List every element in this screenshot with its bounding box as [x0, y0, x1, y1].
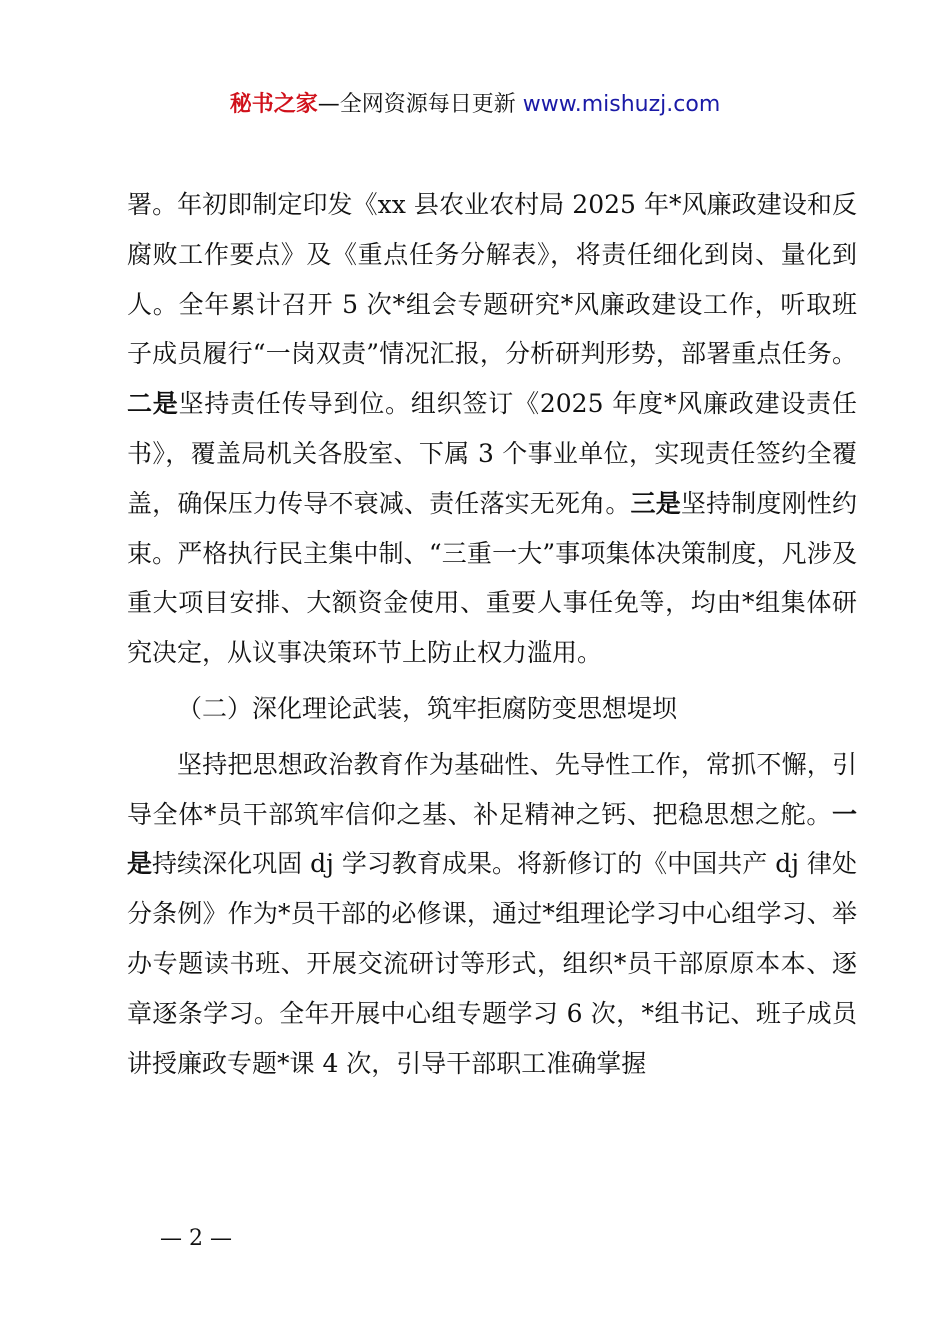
- site-brand: 秘书之家: [229, 92, 318, 117]
- section-heading-2: （二）深化理论武装，筑牢拒腐防变思想堤坝: [177, 693, 678, 723]
- site-tagline: —全网资源每日更新: [317, 92, 516, 117]
- paragraph-text: 坚持制度刚性约束。严格执行民主集中制、“三重一大”事项集体决策制度，凡涉及重大项目安排、大额资金使用、重要人事任免等，均由*组集体研究决定，从议事决策环节上防止权力滥用。: [127, 488, 857, 668]
- site-url-link[interactable]: www.mishuzj.com: [522, 92, 721, 117]
- document-body: [127, 180, 857, 1088]
- paragraph-text: 持续深化巩固 dj 学习教育成果。将新修订的《中国共产 dj 律处分条例》作为*员干部的必修课，通过*组理论学习中心组学习、举办专题读书班、开展交流研讨等形式，组织*员干部原原本本、逐章逐条学习。全年开展中心组专题学习 6 次，*组书记、班子成员讲授廉政专题*课 4 次，引导干部职工准确掌握: [127, 849, 857, 1078]
- bold-marker-third: 三是: [630, 488, 681, 518]
- paragraph-text: 署。年初即制定印发《xx 县农业农村局 2025 年*风廉政建设和反腐败工作要点》及《重点任务分解表》，将责任细化到岗、量化到人。全年累计召开 5 次*组会专题研究*风廉政建设工作，听取班子成员履行“一岗双责”情况汇报，分析研判形势，部署重点任务。: [127, 190, 857, 369]
- paragraph-text: 坚持把思想政治教育作为基础性、先导性工作，常抓不懈，引导全体*员干部筑牢信仰之基、补足精神之钙、把稳思想之舵。: [127, 749, 857, 829]
- page-number: — 2 —: [160, 1226, 232, 1251]
- paragraph-theory: [127, 740, 857, 1089]
- paragraph-responsibility: [127, 180, 857, 678]
- site-header: [0, 88, 950, 122]
- paragraph-text: 坚持责任传导到位。组织签订《2025 年度*风廉政建设责任书》，覆盖局机关各股室、下属 3 个事业单位，实现责任签约全覆盖，确保压力传导不衰减、责任落实无死角。: [127, 389, 857, 518]
- bold-marker-first: 一是: [127, 799, 857, 879]
- bold-marker-second: 二是: [127, 389, 179, 419]
